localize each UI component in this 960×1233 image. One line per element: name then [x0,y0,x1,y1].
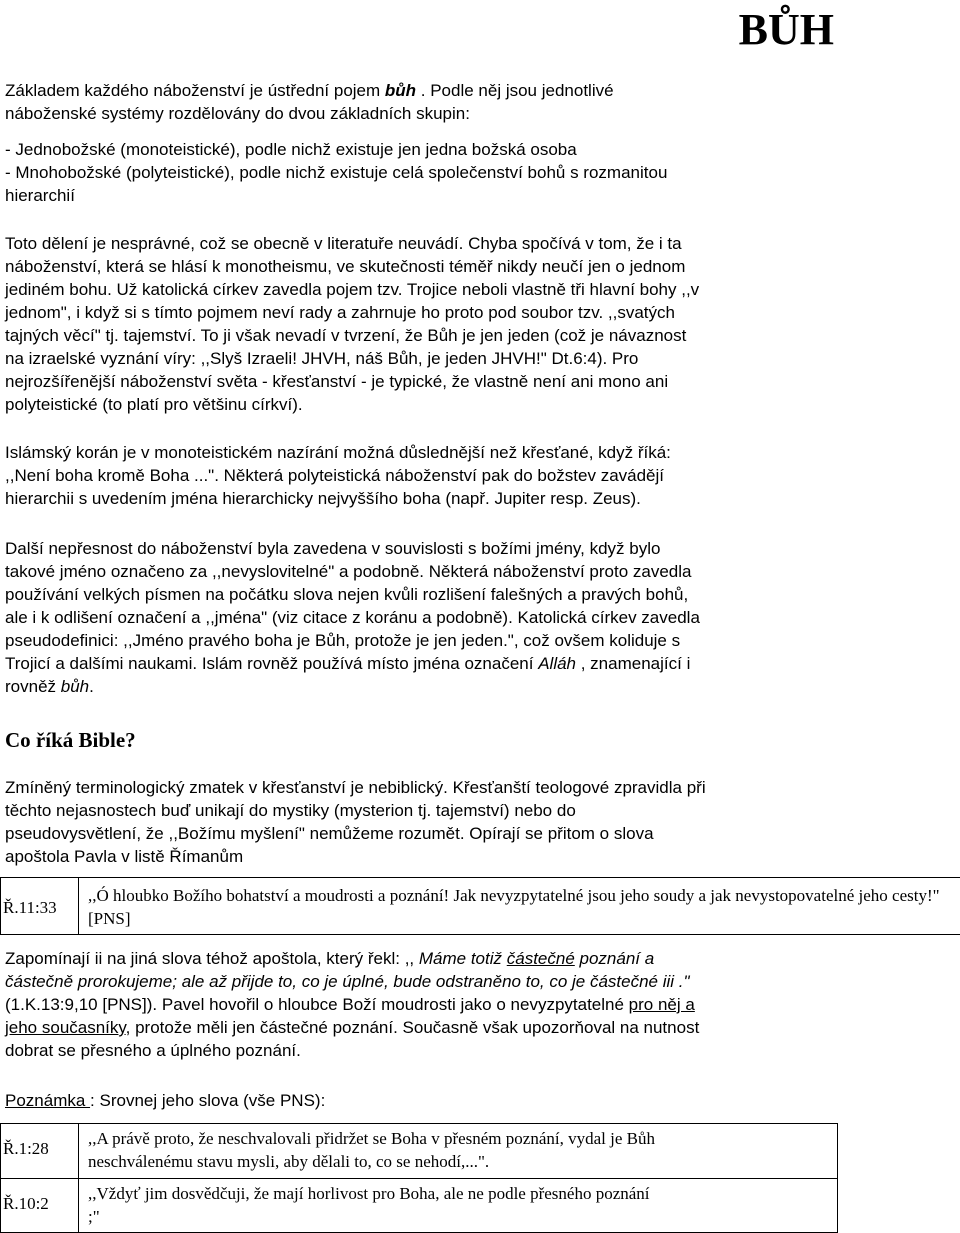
text-line: těchto nejasnostech buď unikají do mystiky (mysterion tj. tajemství) nebo do [5,801,576,820]
table-divider [1,1178,837,1179]
text-line [5,1089,955,1112]
quote-reference: Ř.11:33 [3,898,57,917]
quote-line: ,,Vždyť jim dosvědčuji, že mají horlivost pro Boha, ale ne podle přesného poznání [88,1184,650,1203]
underlined-run: jeho současníky [5,1018,126,1037]
paragraph-bible [5,776,955,868]
text-line [5,993,955,1016]
text-line [5,675,955,698]
text-line: dobrat se přesného a úplného poznání. [5,1041,301,1060]
text-line: používání velkých písmen na počátku slova nejen kvůli rozlišení falešných a pravých bohů, [5,585,689,604]
text-line [5,970,955,993]
text-line: Toto dělení je nesprávné, což se obecně v literatuře neuvádí. Chyba spočívá v tom, že i ta [5,234,682,253]
text-run: : Srovnej jeho slova (vše PNS): [90,1091,326,1110]
italic-run: částečně prorokujeme; ale až přijde to, co je úplné, bude odstraněno to, co je částečné iii ." [5,972,690,991]
text-line [5,947,955,970]
text-run: . [89,677,94,696]
text-run: Zapomínají ii na jiná slova téhož apoštola, který řekl: ,, [5,949,419,968]
paragraph-trinity [5,232,955,416]
quote-text [88,1182,650,1228]
text-line: hierarchii s uvedením jména hierarchicky nejvyššího boha (např. Jupiter resp. Zeus). [5,489,641,508]
paragraph-partial-knowledge [5,947,955,1062]
text-run: Trojicí a dalšími naukami. Islám rovněž používá místo jména označení [5,654,539,673]
quote-line: neschválenému stavu mysli, aby dělali to, co se nehodí,...". [88,1152,490,1171]
quote-reference-cell [1,878,79,934]
text-line: pseudovysvětlení, že ,,Božímu myšlení" nemůžeme rozumět. Opírají se přitom o slova [5,824,654,843]
quote-text [88,1127,655,1173]
quote-reference: Ř.1:28 [3,1139,49,1158]
text-line: náboženství, která se hlásí k monotheismu, ve skutečnosti téměř nikdy neučí jen o jednom [5,257,686,276]
text-run: , protože měli jen částečné poznání. Současně však upozorňoval na nutnost [125,1018,700,1037]
text-line: Další nepřesnost do náboženství byla zavedena v souvislosti s božími jmény, když bylo [5,539,661,558]
note-label: Poznámka [5,1091,91,1110]
text-line: polyteistické (to platí pro většinu církví). [5,395,303,414]
intro-paragraph [5,79,955,125]
text-line: ale i k odlišení označení a ,,jména" (viz citace z koránu a podobně). Katolická církev zavedla [5,608,700,627]
paragraph-names [5,537,955,698]
text-line: jednom", i když si s tímto pojmem neví rady a zahrnuje ho proto pod soubor tzv. ,,svatých [5,303,675,322]
quote-text [88,884,940,930]
text-line: na izraelské vyznání víry: ,,Slyš Izraeli! JHVH, náš Bůh, je jeden JHVH!" Dt.6:4). Pro [5,349,639,368]
text-line [5,1016,955,1039]
quote-line: ;" [88,1207,100,1226]
text-run: (1.K.13:9,10 [PNS]). Pavel hovořil o hloubce Boží moudrosti jako o nevyzpytatelné [5,995,629,1014]
text-run: Základem každého náboženství je ústřední pojem [5,81,385,100]
text-line [5,652,955,675]
list-item: - Jednobožské (monoteistické), podle nichž existuje jen jedna božská osoba [5,140,577,159]
list-item-continued: hierarchií [5,186,75,205]
underlined-italic-run: částečné [506,949,575,968]
text-line: Islámský korán je v monoteistickém nazírání možná důslednější než křesťané, když říká: [5,443,671,462]
text-line: jediném bohu. Už katolická církev zavedla pojem tzv. Trojice neboli vlastně tři hlavní bohy ,,v [5,280,700,299]
text-line: ,,Není boha kromě Boha ...". Některá polyteistická náboženství pak do božstev zavádějí [5,466,665,485]
quote-reference: Ř.10:2 [3,1194,49,1213]
italic-run: poznání a [574,949,655,968]
list-item: - Mnohobožské (polyteistické), podle nichž existuje celá společenství bohů s rozmanitou [5,163,668,182]
categories-list [5,138,955,207]
text-line [5,79,955,102]
underlined-run: pro něj a [628,995,695,1014]
italic-run: Máme totiž [418,949,507,968]
quote-line: ,,Ó hloubko Božího bohatství a moudrosti a poznání! Jak nevyzpytatelné jsou jeho soudy a jak nevystopovatelné jeho cesty!" [88,886,940,905]
quote-reference-cell [1,1124,79,1232]
text-line: pseudodefinici: ,,Jméno pravého boha je Bůh, protože je jen jeden.", což ovšem koliduje s [5,631,681,650]
quote-table [0,1123,838,1233]
text-line: takové jméno označeno za ,,nevyslovitelné" a podobně. Některá náboženství proto zavedla [5,562,692,581]
emphasis-god: bůh [60,677,90,696]
text-line: tajných věcí" tj. tajemství. To ji však nevadí v tvrzení, že Bůh je jen jeden (což je návaznost [5,326,687,345]
text-run: . Podle něj jsou jednotlivé [416,81,614,100]
text-line: apoštola Pavla v listě Římanům [5,847,244,866]
emphasis-god: bůh [384,81,417,100]
note-line [5,1089,955,1112]
quote-box [0,877,960,935]
quote-line: ,,A právě proto, že neschvalovali přidržet se Boha v přesném poznání, vydal je Bůh [88,1129,655,1148]
text-line: Zmíněný terminologický zmatek v křesťanství je nebiblický. Křesťanští teologové zpravidla při [5,778,706,797]
emphasis-allah: Alláh [538,654,577,673]
paragraph-islam [5,441,955,510]
page-title: BŮH [738,5,834,54]
section-heading: Co říká Bible? [5,728,136,752]
text-line: nejrozšířenější náboženství světa - křesťanství - je typické, že vlastně není ani mono ani [5,372,669,391]
quote-line: [PNS] [88,909,131,928]
text-run: , znamenající i [576,654,691,673]
text-run: rovněž [5,677,61,696]
text-line: náboženské systémy rozdělovány do dvou základních skupin: [5,104,470,123]
